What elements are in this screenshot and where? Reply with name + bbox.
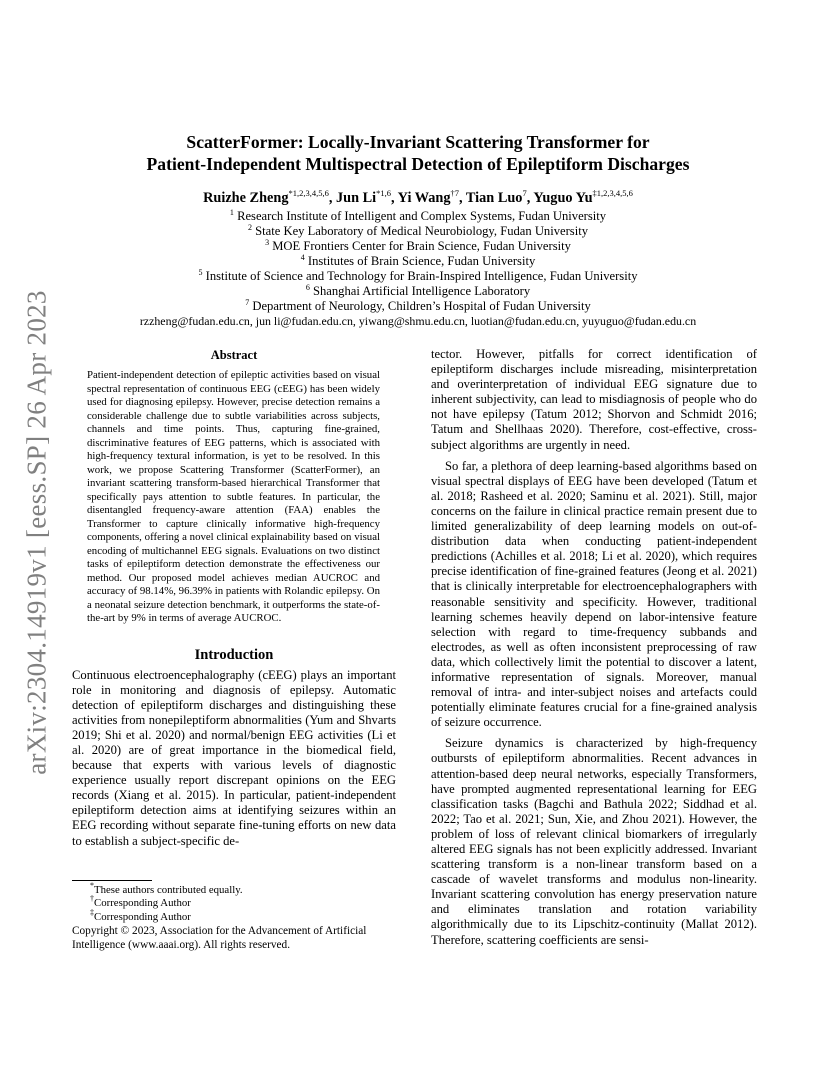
- title-line-2: Patient-Independent Multispectral Detection of Epileptiform Discharges: [146, 154, 690, 174]
- footnote: ‡Corresponding Author: [90, 907, 191, 923]
- body-paragraph: Seizure dynamics is characterized by high-frequency outbursts of epileptiform abnormalities. Recent advances in attention-based deep neural networks, especially Transformers, have prompted augmented representational learning for EEG classification tasks (Bagchi and Bathula 2022; Siddhad et al. 2022; Tao et al. 2021; Sun, Xie, and Zhou 2021). However, the problem of loss of relevant clinical biomarkers of irregularly altered EEG signals has not been explicitly addressed. Invariant scattering transform is a non-linear transform based on a cascade of wavelet transforms and modulus non-linearity. Invariant scattering convolution has energy preservation nature and eliminates translation and rotation variability algorithmically due to its Lipschitz-continuity (Mallat 2012). Therefore, scattering coefficients are sensi-: [431, 736, 757, 947]
- author-emails: rzzheng@fudan.edu.cn, jun li@fudan.edu.cn, yiwang@shmu.edu.cn, luotian@fudan.edu.cn, yuyuguo@fudan.edu.cn: [139, 314, 697, 328]
- affiliation-list: [60, 209, 776, 314]
- intro-paragraph: Continuous electroencephalography (cEEG) plays an important role in monitoring and diagnosis of epilepsy. Automatic detection of epileptiform discharges and distinguishing these activities from nonepileptiform abnormalities (Yum and Shvarts 2019; Shi et al. 2020) and normal/benign EEG activities (Li et al. 2020) are of great importance in the biomedical field, because that experts with various levels of diagnostic experience usually report discrepant opinions on the EEG records (Xiang et al. 2015). In particular, patient-independent epileptiform detection aims at identifying seizures within an EEG recording without separate fine-tuning efforts on new data to establish a subject-specific de-: [72, 667, 396, 848]
- affiliation: $^4$ Institutes of Brain Science, Fudan University: [300, 253, 536, 268]
- abstract-text: Patient-independent detection of epileptic activities based on visual spectral representation of continuous EEG (cEEG) has been widely used for diagnosing epilepsy. However, precise detection remains a considerable challenge due to subtle variabilities across subjects, channels and time points. Thus, capturing fine-grained, discriminative features of EEG patterns, which is associated with high-frequency textural information, is yet to be resolved. In this work, we propose Scattering Transformer (ScatterFormer), an invariant scattering transform-based hierarchical Transformer that specifically pays attention to subtle features. In particular, the disentangled frequency-aware attention (FAA) enables the Transformer to capture clinically informative high-frequency components, offering a novel clinical explainability based on visual encoding of multichannel EEG signals. Evaluations on two distinct tasks of epileptiform detection demonstrate the effectiveness our method. Our proposed model achieves median AUCROC and accuracy of 98.14%, 96.39% in patients with Rolandic epilepsy. On a neonatal seizure detection benchmark, it outperforms the state-of-the-art by 9% in terms of average AUCROC.: [87, 369, 380, 624]
- author: Yi Wang$^{\dagger 7}$,: [397, 188, 466, 206]
- abstract-heading: Abstract: [210, 348, 258, 362]
- author: Yuguo Yu$^{\ddagger 1,2,3,4,5,6}$: [533, 188, 633, 206]
- body-paragraph: So far, a plethora of deep learning-based algorithms based on visual spectral displays of EEG have been developed (Tatum et al. 2018; Rasheed et al. 2020; Saminu et al. 2021). Still, major concerns on the failure in clinical practice remain present due to limited generalizability of deep learning models on out-of-distribution data when conducting patient-independent predictions (Achilles et al. 2018; Li et al. 2020), which requires precise identification of fine-grained features (Jeong et al. 2021) that is clinically interpretable for electroencephalographers with reasonable sensitivity and specificity. However, traditional learning schemes heavily depend on labor-intensive feature selection with regard to time-frequency subbands and electrodes, as well as often inconsistent preprocessing of raw data, which collectively limit the potential to discover a latent, informative representation of signals. Moreover, manual removal of intra- and inter-subject noises and artefacts could potentially eliminate features crucial for a fine-grained analysis of seizure occurrence.: [431, 458, 757, 730]
- author: Tian Luo$^7$,: [465, 188, 534, 206]
- affiliation: $^5$ Institute of Science and Technology for Brain-Inspired Intelligence, Fudan University: [198, 268, 638, 283]
- footnote-rule: [72, 880, 152, 881]
- copyright-notice: Copyright © 2023, Association for the Advancement of Artificial Intelligence (www.aaai.org). All rights reserved.: [72, 925, 367, 952]
- author-list: [60, 189, 776, 207]
- arxiv-identifier-text: arXiv:2304.14919v1 [eess.SP] 26 Apr 2023: [21, 289, 52, 775]
- affiliation: $^1$ Research Institute of Intelligent and Complex Systems, Fudan University: [229, 208, 607, 223]
- paper-header: [60, 131, 776, 329]
- title-line-1: ScatterFormer: Locally-Invariant Scattering Transformer for: [186, 132, 650, 152]
- affiliation: $^3$ MOE Frontiers Center for Brain Science, Fudan University: [265, 238, 571, 253]
- right-column: [431, 347, 757, 948]
- arxiv-identifier-stamp: [22, 282, 52, 782]
- paper-title: [60, 131, 776, 175]
- introduction-heading: Introduction: [194, 646, 274, 663]
- affiliation: $^6$ Shanghai Artificial Intelligence Laboratory: [305, 283, 531, 298]
- footnote: †Corresponding Author: [90, 894, 191, 910]
- author: Jun Li$^{*1,6}$,: [336, 188, 398, 206]
- footnote: *These authors contributed equally.: [90, 881, 243, 896]
- footnotes: [72, 880, 396, 953]
- left-column: [72, 347, 396, 849]
- affiliation: $^7$ Department of Neurology, Children’s Hospital of Fudan University: [245, 298, 591, 313]
- affiliation: $^2$ State Key Laboratory of Medical Neurobiology, Fudan University: [248, 223, 588, 238]
- author: Ruizhe Zheng$^{*1,2,3,4,5,6}$,: [203, 188, 337, 206]
- body-paragraph: tector. However, pitfalls for correct identification of epileptiform discharges include misreading, misinterpretation and overinterpretation of individual EEG signature due to inherent subjectivity, can lead to misdiagnosis of people who do not have epilepsy (Tatum 2012; Shorvon and Schmidt 2016; Tatum and Shellhaas 2020). Therefore, cost-effective, cross-subject algorithms are urgently in need.: [431, 347, 757, 452]
